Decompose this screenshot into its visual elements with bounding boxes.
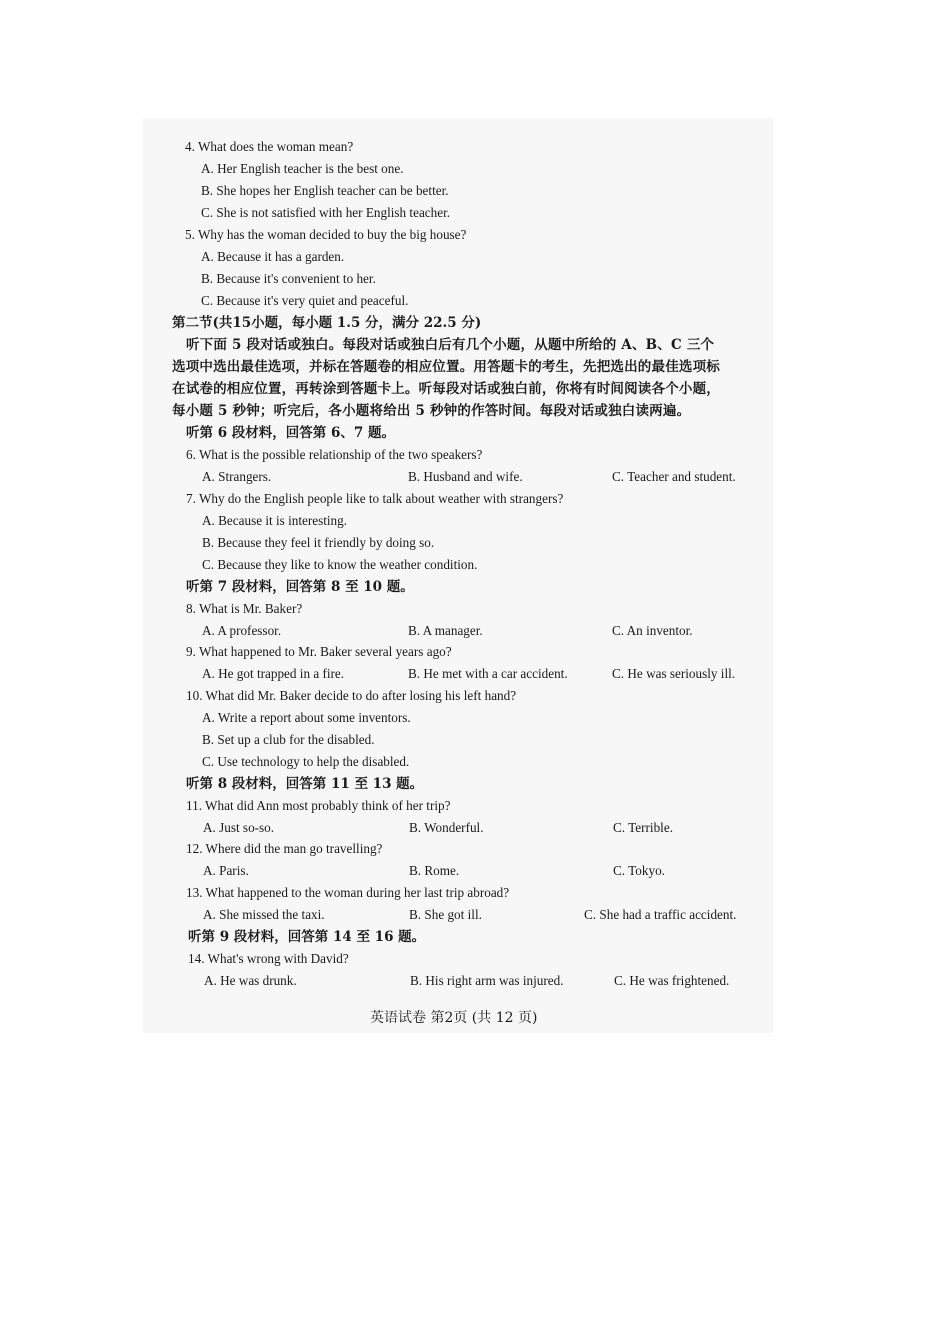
material-9-heading: 听第 9 段材料，回答第 14 至 16 题。	[188, 929, 426, 945]
question-7-stem: 7. Why do the English people like to talk about weather with strangers?	[186, 491, 564, 506]
section-2-heading: 第二节(共15小题，每小题 1.5 分，满分 22.5 分)	[172, 315, 482, 331]
question-12-option-b: B. Rome.	[409, 863, 460, 878]
material-8-heading: 听第 8 段材料，回答第 11 至 13 题。	[186, 776, 424, 792]
section-2-instruction-line-1: 听下面 5 段对话或独白。每段对话或独白后有几个小题，从题中所给的 A、B、C 三个	[186, 337, 715, 353]
question-9-option-a: A. He got trapped in a fire.	[202, 666, 345, 681]
question-13-stem: 13. What happened to the woman during her last trip abroad?	[186, 885, 510, 900]
material-7-heading: 听第 7 段材料，回答第 8 至 10 题。	[186, 579, 414, 595]
question-5-option-c: C. Because it's very quiet and peaceful.	[201, 293, 409, 308]
question-7-option-a: A. Because it is interesting.	[202, 513, 348, 528]
question-5-option-a: A. Because it has a garden.	[201, 249, 345, 264]
question-6-stem: 6. What is the possible relationship of the two speakers?	[186, 447, 483, 462]
question-14-option-a: A. He was drunk.	[204, 973, 297, 988]
question-5-option-b: B. Because it's convenient to her.	[201, 271, 376, 286]
material-6-heading: 听第 6 段材料，回答第 6、7 题。	[186, 425, 395, 441]
question-4-option-b: B. She hopes her English teacher can be better.	[201, 183, 449, 198]
question-4-option-c: C. She is not satisfied with her English teacher.	[201, 205, 451, 220]
question-11-option-c: C. Terrible.	[613, 820, 673, 835]
question-10-option-a: A. Write a report about some inventors.	[202, 710, 411, 725]
question-11-option-b: B. Wonderful.	[409, 820, 484, 835]
question-7-option-b: B. Because they feel it friendly by doing so.	[202, 535, 435, 550]
section-2-instruction-line-3: 在试卷的相应位置，再转涂到答题卡上。听每段对话或独白前，你将有时间阅读各个小题，	[172, 381, 720, 397]
question-9-option-c: C. He was seriously ill.	[612, 666, 736, 681]
question-8-option-c: C. An inventor.	[612, 623, 693, 638]
question-9-stem: 9. What happened to Mr. Baker several years ago?	[186, 644, 452, 659]
question-12-option-a: A. Paris.	[203, 863, 249, 878]
question-5-stem: 5. Why has the woman decided to buy the big house?	[185, 227, 467, 242]
question-13-option-b: B. She got ill.	[409, 907, 482, 922]
question-14-option-c: C. He was frightened.	[614, 973, 730, 988]
question-8-option-a: A. A professor.	[202, 623, 282, 638]
question-4-stem: 4. What does the woman mean?	[185, 139, 354, 154]
question-7-option-c: C. Because they like to know the weather condition.	[202, 557, 478, 572]
question-6-option-a: A. Strangers.	[202, 469, 272, 484]
question-11-option-a: A. Just so-so.	[203, 820, 275, 835]
question-13-option-c: C. She had a traffic accident.	[584, 907, 737, 922]
question-13-option-a: A. She missed the taxi.	[203, 907, 325, 922]
section-2-instruction-line-2: 选项中选出最佳选项，并标在答题卷的相应位置。用答题卡的考生，先把选出的最佳选项标	[172, 359, 720, 375]
question-12-stem: 12. Where did the man go travelling?	[186, 841, 383, 856]
question-8-option-b: B. A manager.	[408, 623, 483, 638]
question-14-option-b: B. His right arm was injured.	[410, 973, 564, 988]
question-11-stem: 11. What did Ann most probably think of her trip?	[186, 798, 451, 813]
question-10-stem: 10. What did Mr. Baker decide to do after losing his left hand?	[186, 688, 517, 703]
page-footer: 英语试卷 第2页 (共 12 页)	[370, 1010, 538, 1026]
question-10-option-c: C. Use technology to help the disabled.	[202, 754, 410, 769]
question-14-stem: 14. What's wrong with David?	[188, 951, 349, 966]
question-4-option-a: A. Her English teacher is the best one.	[201, 161, 404, 176]
section-2-instruction-line-4: 每小题 5 秒钟；听完后，各小题将给出 5 秒钟的作答时间。每段对话或独白读两遍。	[172, 403, 691, 419]
question-8-stem: 8. What is Mr. Baker?	[186, 601, 303, 616]
question-10-option-b: B. Set up a club for the disabled.	[202, 732, 375, 747]
question-6-option-b: B. Husband and wife.	[408, 469, 523, 484]
question-9-option-b: B. He met with a car accident.	[408, 666, 568, 681]
question-12-option-c: C. Tokyo.	[613, 863, 665, 878]
question-6-option-c: C. Teacher and student.	[612, 469, 736, 484]
